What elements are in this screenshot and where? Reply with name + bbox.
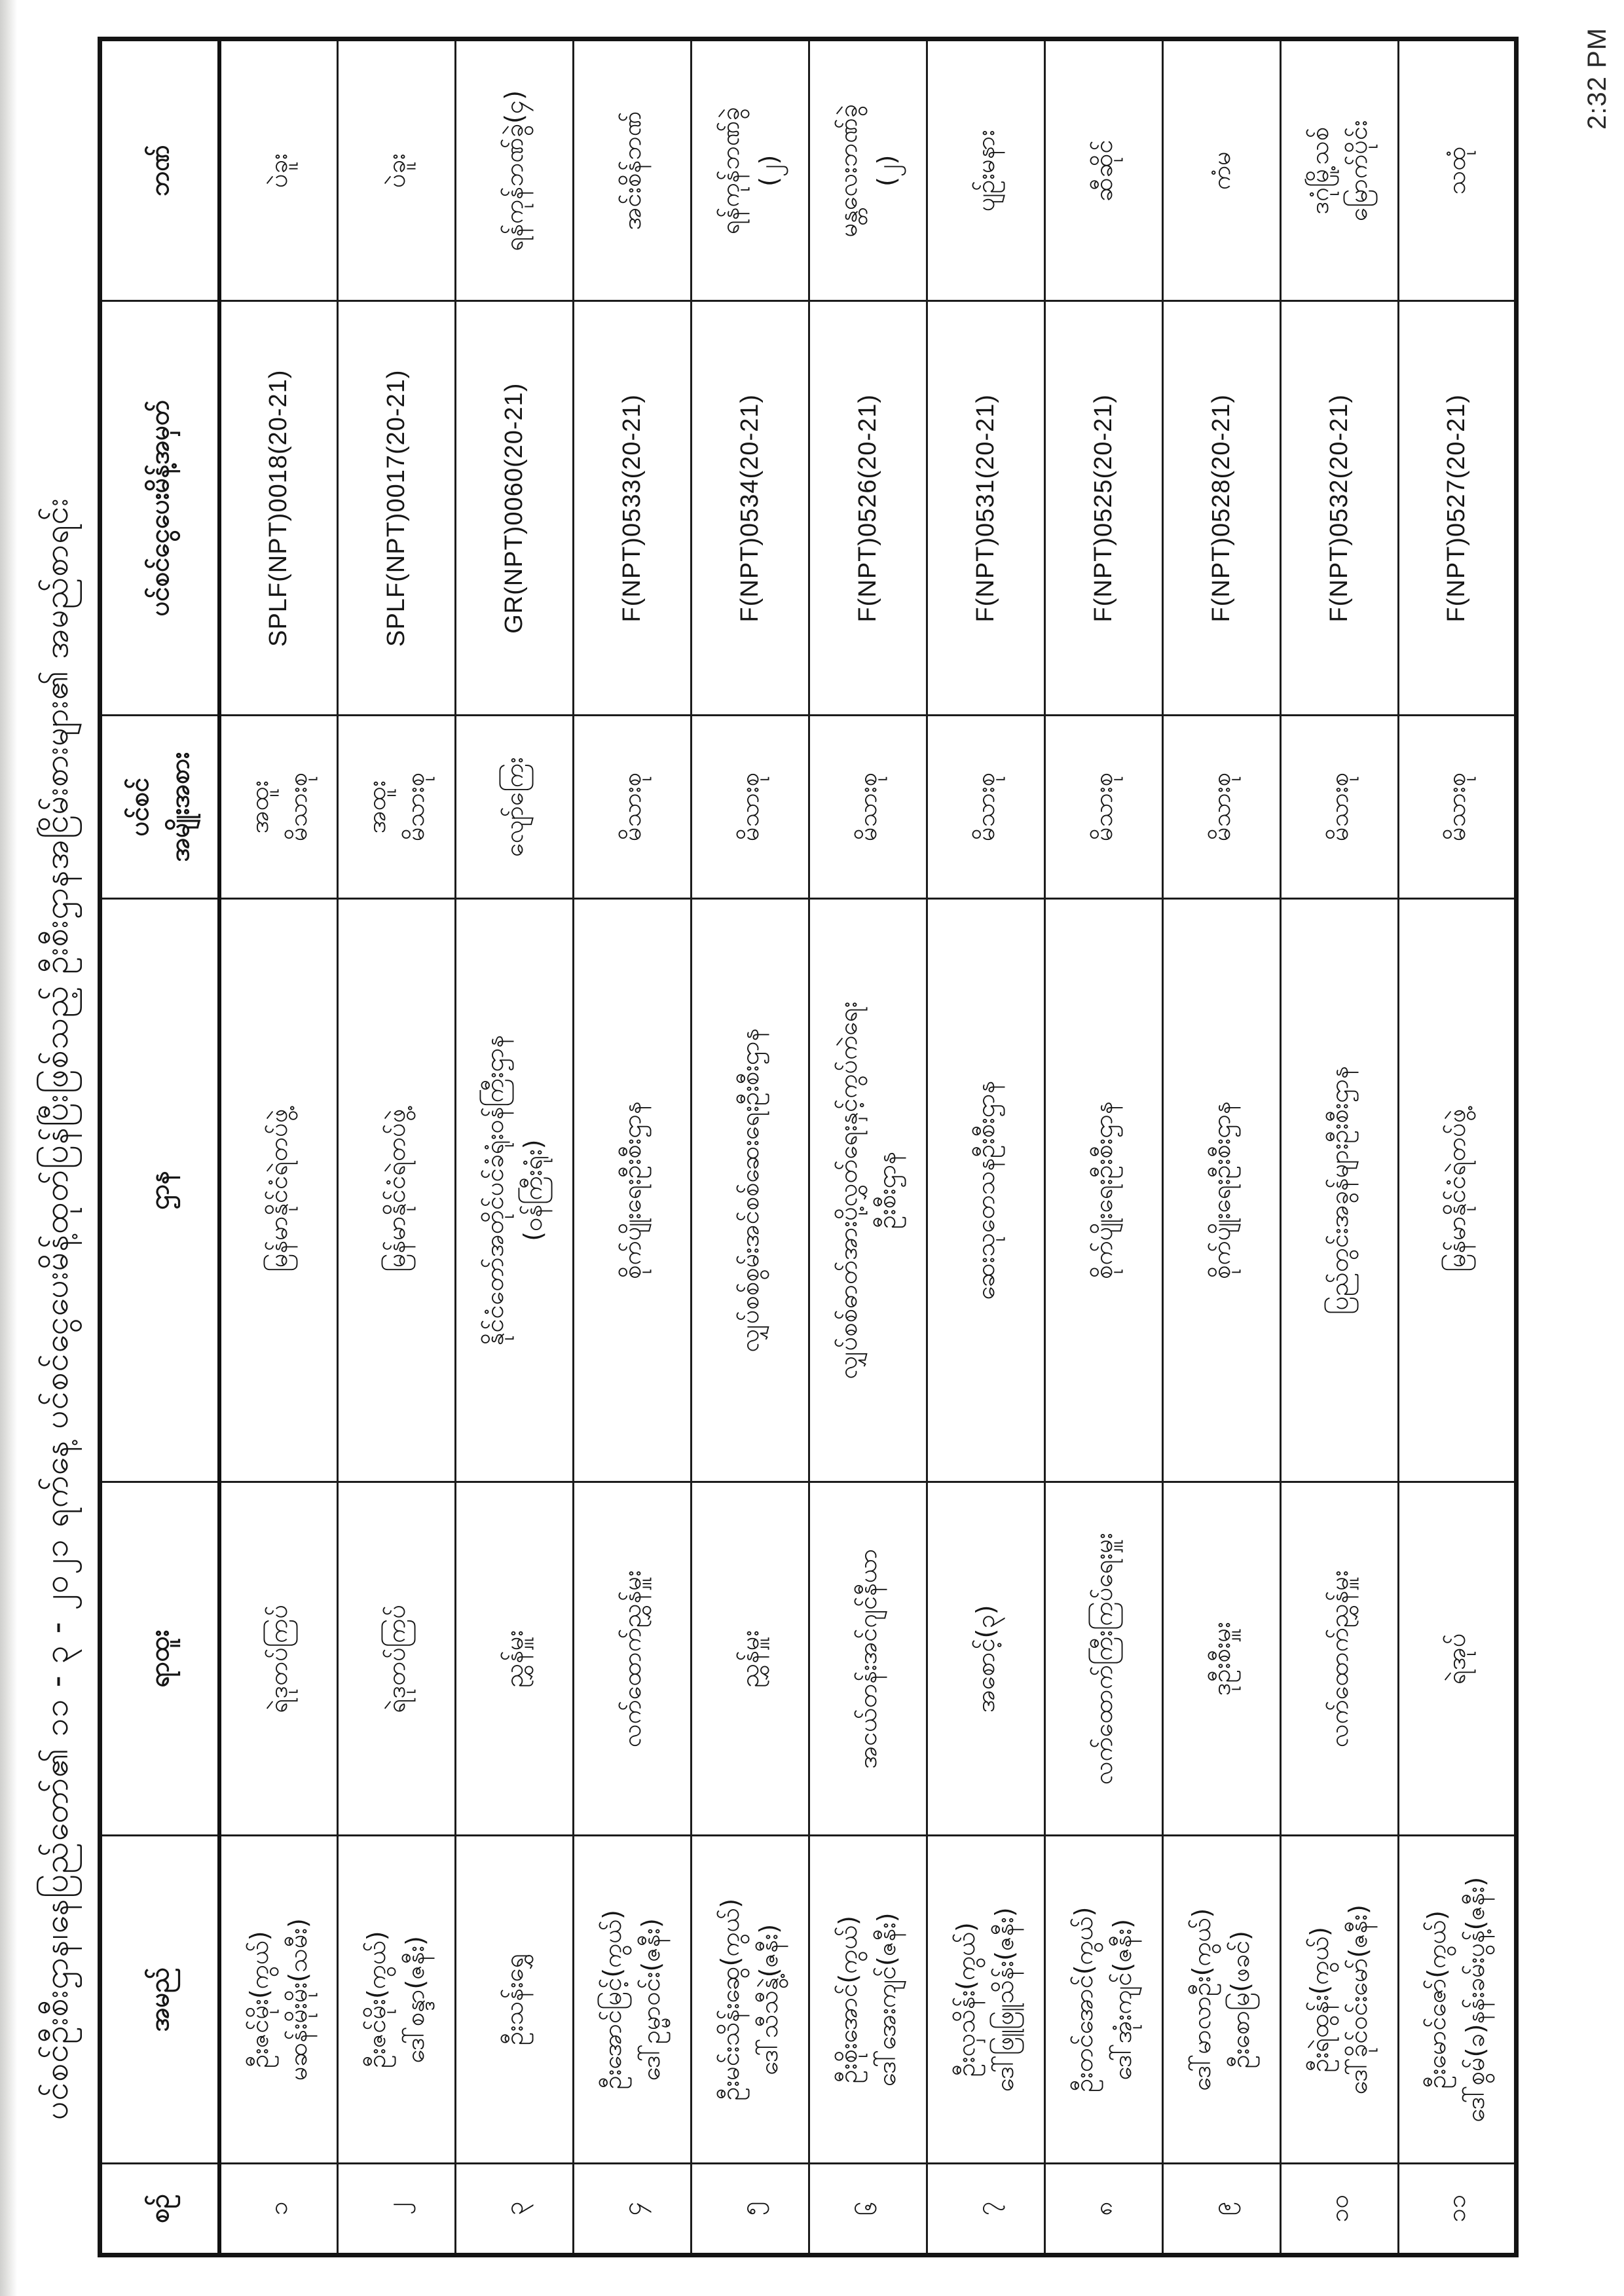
cell-department: စိုက်ပျိုးရေးဦးစီးဌာန	[1044, 899, 1162, 1482]
cell-pension-type: မိသားစု	[927, 715, 1044, 898]
cell-serial: ၆	[809, 2163, 927, 2255]
cell-serial: ၃	[455, 2163, 573, 2255]
table-row	[809, 39, 927, 2255]
cell-order-number: GR(NPT)0060(20-21)	[455, 301, 573, 716]
cell-serial: ၂	[337, 2163, 455, 2255]
cell-department: နိုင်ငံတော်အတိုင်ပင်ခံရုံးဝန်ကြီးဌာန (ဝန်ကြီးရုံး)	[455, 899, 573, 1482]
cell-order-number: F(NPT)0526(20-21)	[809, 301, 927, 716]
table-row	[1398, 39, 1516, 2255]
cell-name: ဦးမင်းသိန်းဆွေ(ကွယ်) ဒေါ်သီသီနွဲ့(ဇနီး)	[691, 1836, 809, 2163]
col-header-serial: စဉ်	[100, 2163, 220, 2255]
cell-position: ညွှန်မှူး	[455, 1482, 573, 1835]
print-timestamp: 2:32 PM	[1583, 27, 1612, 130]
col-header-bank: ဘဏ်	[100, 39, 220, 301]
cell-order-number: F(NPT)0528(20-21)	[1162, 301, 1280, 716]
cell-department: ပြည်တွင်းအခွန်များဦးစီးဌာန	[1280, 899, 1398, 1482]
cell-name: ဦးသန်းရွှေ	[455, 1836, 573, 2163]
cell-department: မြန်မာနိုင်ငံရဲတပ်ဖွဲ့	[219, 899, 337, 1482]
cell-serial: ၁၀	[1280, 2163, 1398, 2255]
cell-bank: ပျဉ်းမနား	[927, 39, 1044, 301]
cell-pension-type: မိသားစု	[1044, 715, 1162, 898]
cell-serial: ၁၁	[1398, 2163, 1516, 2255]
cell-pension-type: မိသားစု	[1162, 715, 1280, 898]
cell-bank: သထုံ	[1398, 39, 1516, 301]
col-header-pension-type-line1: ပင်စင်	[124, 777, 155, 837]
cell-order-number: SPLF(NPT)0018(20-21)	[219, 301, 337, 716]
table-row	[219, 39, 337, 2255]
cell-department: လျှပ်စစ်ဓာတ်အားပို့လွှတ်ရေးနှင့်ကွပ်ကဲရေး ဦးစီးဌာန	[809, 899, 927, 1482]
cell-name: ဦးဇင်မိုး(ကွယ်) မဆန်းမိုးမိုး(သမီး)	[219, 1836, 337, 2163]
cell-pension-type: မိသားစု	[1398, 715, 1516, 898]
cell-position: အစောင့်(၃)	[927, 1482, 1044, 1835]
cell-name: ဦးဇင်မိုး(ကွယ်) ဒေါ်စန္ဒာ(ဇနီး)	[337, 1836, 455, 2163]
cell-position: လက်ထောက်ညွှန်မှူး	[1280, 1482, 1398, 1835]
cell-pension-type: အထူး မိသားစု	[219, 715, 337, 898]
table-row	[455, 39, 573, 2255]
cell-serial: ၉	[1162, 2163, 1280, 2255]
cell-bank: ရန်ကုန်ဘဏ်ခွဲ (၂)	[691, 39, 809, 301]
table-row	[573, 39, 691, 2255]
pension-table	[98, 37, 1519, 2257]
cell-pension-type: မိသားစု	[809, 715, 927, 898]
cell-order-number: F(NPT)0527(20-21)	[1398, 301, 1516, 716]
table-row	[1044, 39, 1162, 2255]
cell-pension-type: မိသားစု	[1280, 715, 1398, 898]
cell-bank: ဆီဆိုင်	[1044, 39, 1162, 301]
cell-name: ဦးတင်အောင်(ကွယ်) ဒေါ်အုံးကျင်(ဇနီး)	[1044, 1836, 1162, 2163]
scan-edge-artifact	[0, 0, 17, 2296]
cell-position: ရဲဒုတပ်ကြပ်	[219, 1482, 337, 1835]
cell-department: မြန်မာနိုင်ငံရဲတပ်ဖွဲ့	[1398, 899, 1516, 1482]
cell-bank: ကံမ	[1162, 39, 1280, 301]
cell-bank: ပဲခူး	[337, 39, 455, 301]
cell-serial: ၅	[691, 2163, 809, 2255]
col-header-position: ရာထူး	[100, 1482, 220, 1835]
table-row	[927, 39, 1044, 2255]
cell-bank: အင်းစိန်ဘဏ်	[573, 39, 691, 301]
cell-department: လျှပ်စစ်စွမ်းအင်စစ်ဆေးရေးဦးစီးဌာန	[691, 899, 809, 1482]
cell-position: ရဲဒုတပ်ကြပ်	[337, 1482, 455, 1835]
cell-order-number: F(NPT)0534(20-21)	[691, 301, 809, 716]
table-row	[691, 39, 809, 2255]
cell-order-number: F(NPT)0533(20-21)	[573, 301, 691, 716]
cell-bank: ဒဂုံမြို့သစ် မြောက်ပိုင်း	[1280, 39, 1398, 301]
col-header-pension-type-line2: အမျိုးအစား	[165, 752, 195, 862]
cell-serial: ၄	[573, 2163, 691, 2255]
rotated-landscape-sheet	[18, 26, 1612, 2265]
cell-bank: ပဲခူး	[219, 39, 337, 301]
cell-name: ဦးအောင်မြင့်(ကွယ်) ဒေါ်ဥမ္မာဝင်း(ဇနီး)	[573, 1836, 691, 2163]
cell-pension-type: လျော်ကြေး	[455, 715, 573, 898]
cell-serial: ၁	[219, 2163, 337, 2255]
cell-department: မြန်မာနိုင်ငံရဲတပ်ဖွဲ့	[337, 899, 455, 1482]
cell-name: ဦးမောင်ဇော်(ကွယ်) ဒေါ်စွမ်(ခ)နန်းခမ်းပွန့်(ဇနီး)	[1398, 1836, 1516, 2163]
table-row	[1162, 39, 1280, 2255]
cell-position: ညွှန်မှူး	[691, 1482, 809, 1835]
col-header-pension-type	[100, 715, 220, 898]
cell-order-number: SPLF(NPT)0017(20-21)	[337, 301, 455, 716]
table-body	[219, 39, 1516, 2255]
table-header-row	[100, 39, 220, 2255]
cell-department: စိုက်ပျိုးရေးဦးစီးဌာန	[1162, 899, 1280, 1482]
col-header-department: ဌာန	[100, 899, 220, 1482]
cell-position: ရဲအုပ်	[1398, 1482, 1516, 1835]
cell-position: ဒုဦးစီးမှူး	[1162, 1482, 1280, 1835]
cell-position: လက်ထောက်ညွှန်မှူး	[573, 1482, 691, 1835]
col-header-order-number: ပင်စင်ငွေပေးမိန့်အမှတ်	[100, 301, 220, 716]
cell-order-number: F(NPT)0525(20-21)	[1044, 301, 1162, 716]
document-title: ပင်စင်ဦးစီးဌာန၊နေပြည်တော်၏ ၁၁ - ၃ - ၂၀၂၁ ရက်နေ့ ပင်စင်ငွေပေးမိန့်ထုတ်ပြန်ပြီးဖြစ်သည့် ဦးစီးဌာနအငြိမ်းစားများ၏ အမည်စာရင်း	[37, 497, 75, 2120]
cell-name: ဦးရဲထွန်း(ကွယ်) ဒေါ်ခိုင်ဝင်းမော်(ဇနီး)	[1280, 1836, 1398, 2163]
cell-position: လက်ထောက်ကြီးကြပ်ရေးမှူး	[1044, 1482, 1162, 1835]
table-row	[337, 39, 455, 2255]
cell-order-number: F(NPT)0531(20-21)	[927, 301, 1044, 716]
cell-name: ဒေါ်မာလာဦး(ကွယ်) ဦးစောမြ(ဖခင်)	[1162, 1836, 1280, 2163]
cell-department: ဆေးသုတေသနဦးစီးဌာန	[927, 899, 1044, 1482]
cell-order-number: F(NPT)0532(20-21)	[1280, 301, 1398, 716]
cell-position: အငယ်တန်းအင်ဂျင်နီယာ	[809, 1482, 927, 1835]
cell-bank: မန္တလေးဘဏ်ခွဲ (၂)	[809, 39, 927, 301]
cell-department: စိုက်ပျိုးရေးဦးစီးဌာန	[573, 899, 691, 1482]
cell-pension-type: အထူး မိသားစု	[337, 715, 455, 898]
cell-bank: ရန်ကုန်ဘဏ်ခွဲ(၄)	[455, 39, 573, 301]
cell-name: ဦးလှသိန်း(ကွယ်) ဒေါ်ဖြူဖြူသိန်း(ဇနီး)	[927, 1836, 1044, 2163]
cell-pension-type: မိသားစု	[573, 715, 691, 898]
col-header-name: အမည်	[100, 1836, 220, 2163]
cell-pension-type: မိသားစု	[691, 715, 809, 898]
table-row	[1280, 39, 1398, 2255]
cell-name: ဦးစိုးအောင်(ကွယ်) ဒေါ်အေးကျင်(ဇနီး)	[809, 1836, 927, 2163]
cell-serial: ၈	[1044, 2163, 1162, 2255]
cell-serial: ၇	[927, 2163, 1044, 2255]
